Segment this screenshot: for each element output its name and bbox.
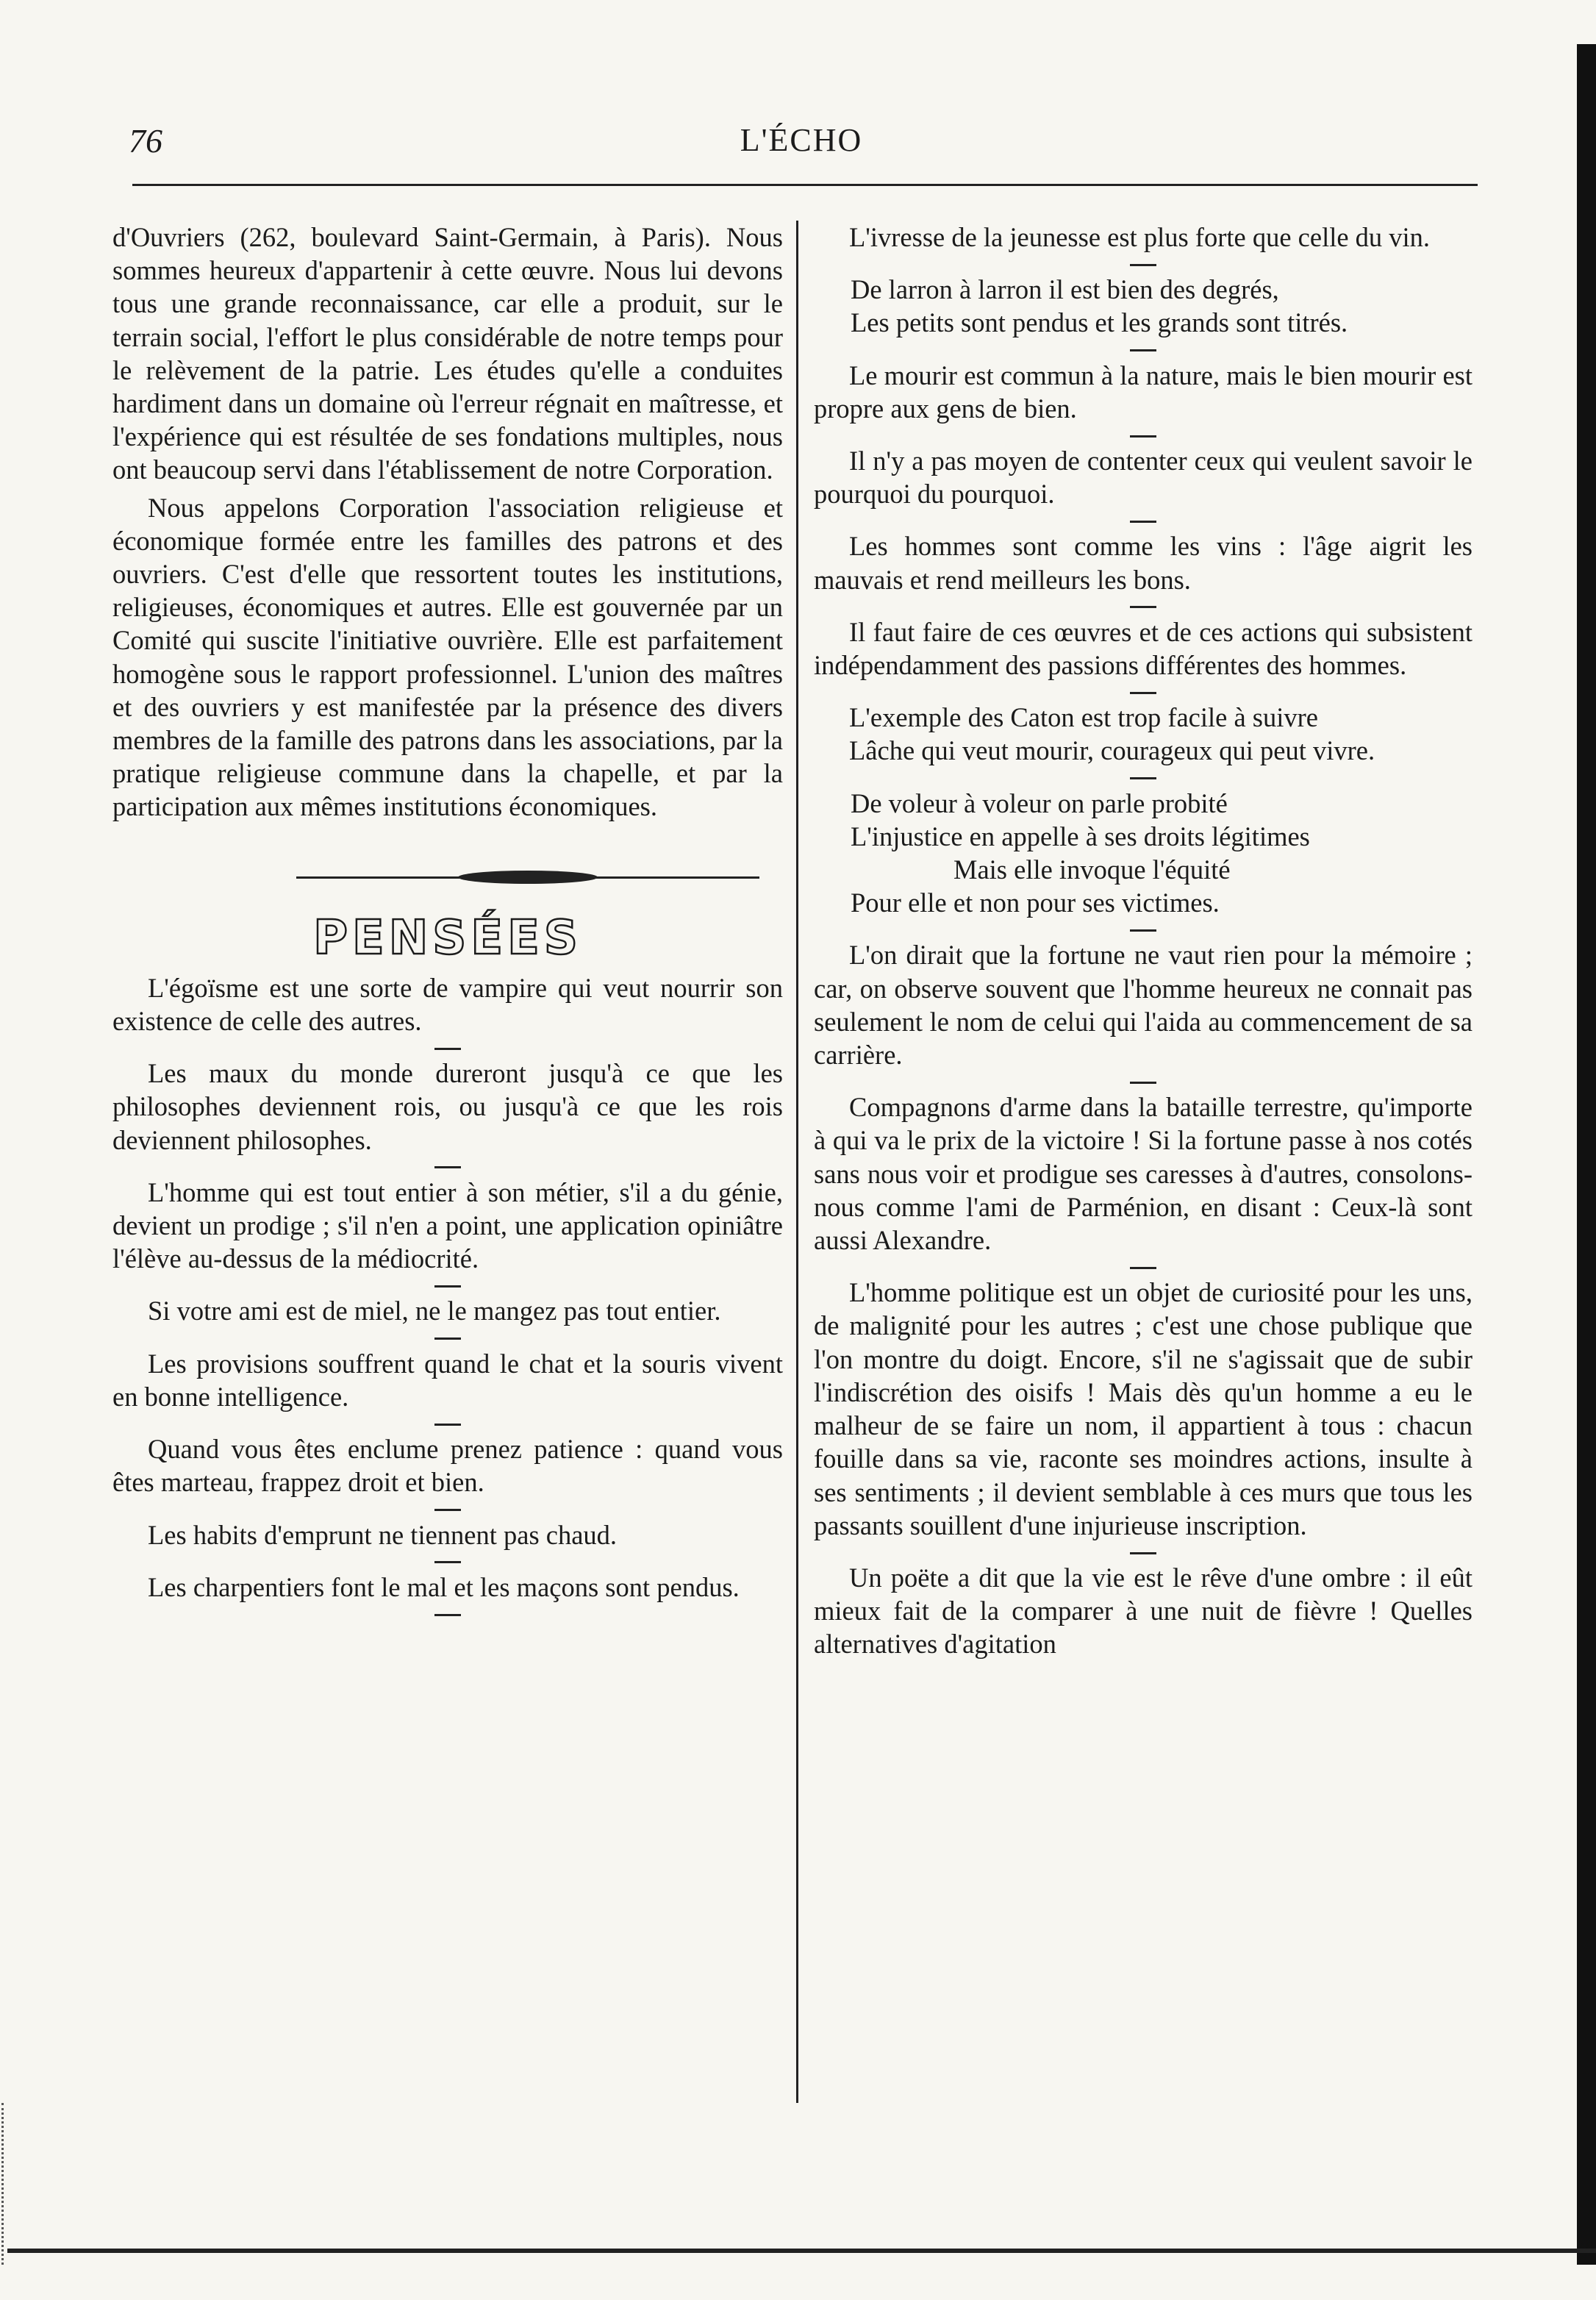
thought-item: Si votre ami est de miel, ne le mangez pas tout entier. [148, 1296, 721, 1326]
thought-item: Le mourir est commun à la nature, mais le bien mourir est propre aux gens de bien. [814, 360, 1472, 424]
thought-item: Les maux du monde dureront jusqu'à ce que les philosophes deviennent rois, ou jusqu'à ce que les rois deviennent philosophes. [112, 1058, 783, 1155]
verse-line: Mais elle invoque l'équité [953, 854, 1231, 885]
separator-dash [112, 1158, 783, 1174]
ornament-knot [458, 871, 598, 884]
page-edge-shadow [1577, 44, 1596, 2265]
separator-dash [814, 426, 1472, 443]
thought-item: Lâche qui veut mourir, courageux qui peut vivre. [849, 735, 1375, 766]
article-continuation: d'Ouvriers (262, boulevard Saint-Germain, à Paris). Nous sommes heureux d'appartenir à cette œuvre. Nous lui devons tous une grande reconnaissance, car elle a produit, sur le terrain social, l'effort le plus considérable de notre temps pour le relèvement de la patrie. Les études qu'elle a conduites hardiment dans un domaine où l'erreur régnait en maîtresse, et l'expérience qui est résultée de ses fondations multiples, nous ont beaucoup servi dans l'établissement de notre Corporation. [112, 222, 783, 485]
left-column [112, 221, 783, 1623]
separator-dash [814, 769, 1472, 785]
thought-item: Un poëte a dit que la vie est le rêve d'une ombre : il eût mieux fait de la comparer à une nuit de fièvre ! Quelles alternatives d'agitation [814, 1562, 1472, 1660]
journal-title: L'ÉCHO [740, 122, 863, 158]
corporation-paragraph: Nous appelons Corporation l'association religieuse et économique formée entre les familles des patrons et des ouvriers. C'est d'elle que ressortent toutes les institutions, religieuses, économiques et autres. Elle est gouvernée par un Comité qui suscite l'initiative ouvrière. Elle est parfaitement homogène sous le rapport professionnel. L'union des maîtres et des ouvriers y est manifestée par la présence des divers membres de la famille des patrons dans les associations, par la pratique religieuse commune dans la chapelle, et par la participation aux mêmes institutions économiques. [112, 492, 783, 822]
verse-line: Pour elle et non pour ses victimes. [851, 888, 1220, 918]
separator-dash [112, 1553, 783, 1569]
verse-line: L'injustice en appelle à ses droits légitimes [851, 821, 1310, 851]
separator-dash [814, 683, 1472, 699]
thought-item: L'égoïsme est une sorte de vampire qui veut nourrir son existence de celle des autres. [112, 972, 783, 1037]
separator-dash [814, 921, 1472, 937]
page-number: 76 [129, 122, 162, 160]
thought-item: Compagnons d'arme dans la bataille terrestre, qu'importe à qui va le prix de la victoire ! Si la fortune passe à nos cotés sans nous voir et prodigue ses caresses à d'autres, consolons-nous comme l'ami de Parménion, en disant : Ceux-là sont aussi Alexandre. [814, 1092, 1472, 1256]
separator-dash [814, 1258, 1472, 1274]
bottom-border [7, 2249, 1596, 2253]
separator-dash [814, 255, 1472, 271]
verse-line: Les petits sont pendus et les grands sont titrés. [851, 307, 1348, 338]
separator-dash [814, 341, 1472, 357]
thought-item: Les habits d'emprunt ne tiennent pas chaud. [148, 1519, 618, 1550]
thought-item: Les provisions souffrent quand le chat et la souris vivent en bonne intelligence. [112, 1348, 783, 1412]
page-header [129, 121, 1474, 165]
separator-dash [112, 1276, 783, 1293]
separator-dash [112, 1039, 783, 1055]
thought-item: L'ivresse de la jeunesse est plus forte que celle du vin. [849, 222, 1431, 252]
separator-dash [112, 1605, 783, 1621]
verse-block [814, 273, 1472, 339]
thought-item: Les charpentiers font le mal et les maçons sont pendus. [148, 1571, 740, 1602]
section-ornament [112, 851, 783, 903]
thought-item: L'on dirait que la fortune ne vaut rien pour la mémoire ; car, on observe souvent que l'homme heureux ne connait pas seulement le nom de celui qui l'aida au commencement de sa carrière. [814, 940, 1472, 1071]
thought-item: Les hommes sont comme les vins : l'âge aigrit les mauvais et rend meilleurs les bons. [814, 531, 1472, 595]
separator-dash [112, 1501, 783, 1517]
thought-item: Il faut faire de ces œuvres et de ces actions qui subsistent indépendamment des passions différentes des hommes. [814, 616, 1472, 681]
verse-block [814, 787, 1472, 920]
separator-dash [112, 1329, 783, 1346]
thought-item: Il n'y a pas moyen de contenter ceux qui veulent savoir le pourquoi du pourquoi. [814, 446, 1472, 510]
thought-item: L'homme qui est tout entier à son métier, s'il a du génie, devient un prodige ; s'il n'en a point, une application opiniâtre l'élève au-dessus de la médiocrité. [112, 1176, 783, 1274]
scan-specks [1, 2103, 10, 2265]
thought-item: L'homme politique est un objet de curiosité pour les uns, de malignité pour les autres ; c'est une chose publique que l'on montre du doigt. Encore, s'il ne s'agissait que de subir l'indiscrétion des oisifs ! Mais dès qu'un homme a eu le malheur de se faire un nom, il appartient à tous : chacun fouille dans sa vie, raconte ses moindres actions, insulte à ses sentiments ; il devient semblable à ces murs que tous les passants souillent d'une injurieuse inscription. [814, 1277, 1472, 1540]
separator-dash [814, 598, 1472, 614]
thought-item: Quand vous êtes enclume prenez patience : quand vous êtes marteau, frappez droit et bien. [112, 1434, 783, 1498]
header-rule [132, 184, 1478, 186]
column-divider [796, 221, 798, 2103]
separator-dash [112, 1415, 783, 1431]
thought-item-line: L'exemple des Caton est trop facile à suivre [849, 702, 1319, 733]
verse-line: De voleur à voleur on parle probité [851, 788, 1228, 818]
separator-dash [814, 1543, 1472, 1560]
section-title: PENSÉES [313, 910, 582, 965]
right-column [814, 221, 1472, 1661]
separator-dash [814, 1073, 1472, 1089]
separator-dash [814, 512, 1472, 528]
verse-line: De larron à larron il est bien des degrés, [851, 274, 1279, 305]
